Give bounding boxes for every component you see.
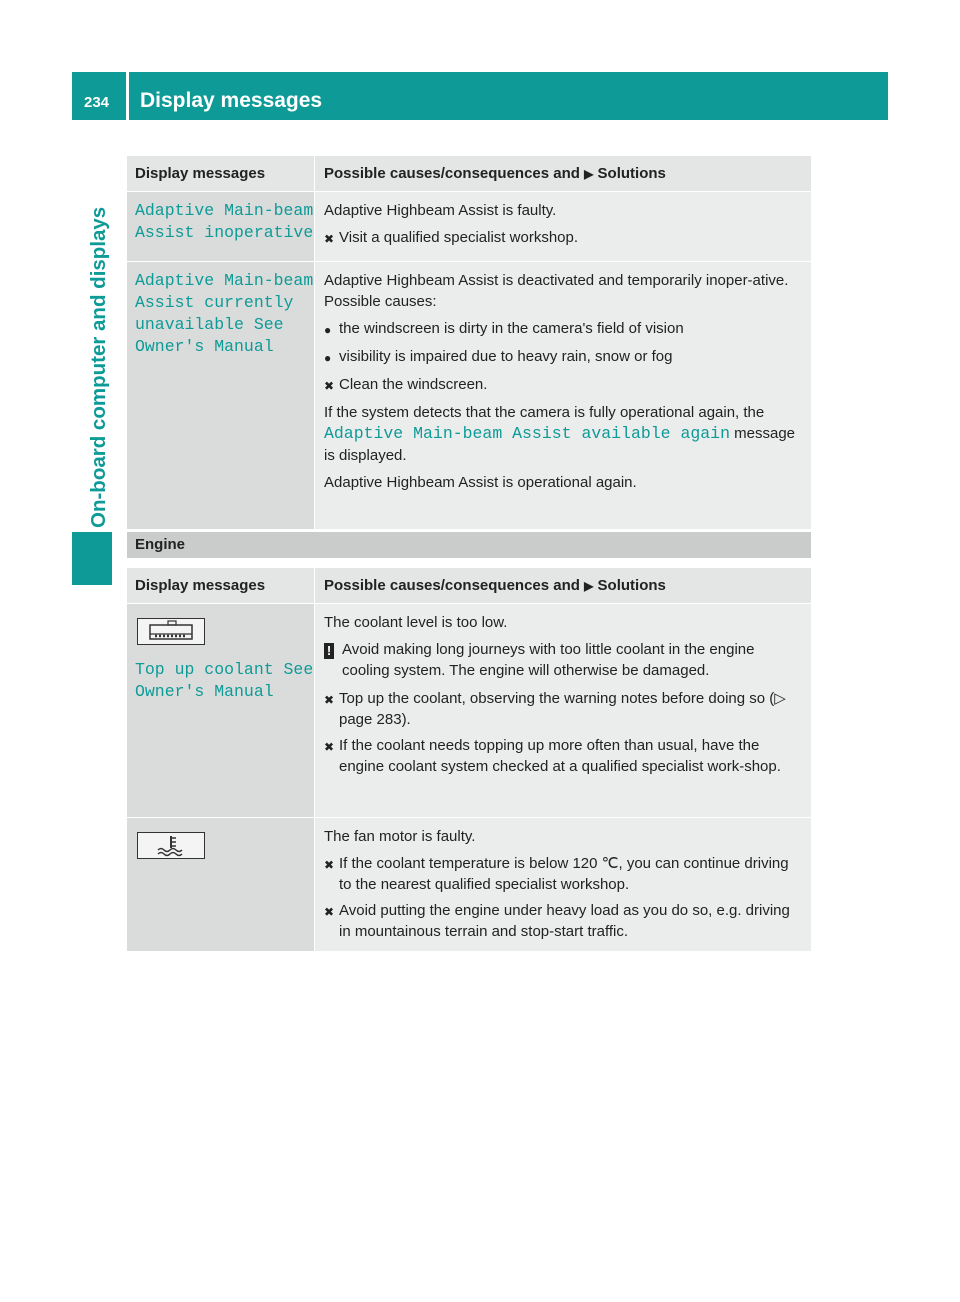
step-arrow-icon: ✖ — [324, 905, 335, 919]
side-chapter-title: On-board computer and displays — [87, 206, 110, 528]
bullet-icon: ● — [324, 323, 332, 337]
col-header-messages: Display messages — [127, 568, 314, 603]
table-row — [127, 261, 811, 529]
message-cell — [127, 262, 314, 529]
causes-cell: Adaptive Highbeam Assist is faulty. ✖ Visit a qualified specialist workshop. — [314, 192, 811, 261]
message-cell — [127, 604, 314, 817]
cause-item: ● visibility is impaired due to heavy rain, snow or fog — [324, 346, 803, 369]
solution-arrow-icon: ▶ — [584, 579, 594, 593]
warning-note: ! Avoid making long journeys with too little coolant in the engine cooling system. The engine will otherwise be damaged. — [324, 639, 803, 681]
table-header-row — [127, 155, 811, 191]
page-title: Display messages — [140, 89, 323, 112]
causes-cell: The coolant level is too low. ! Avoid making long journeys with too little coolant in the engine cooling system. The engine will otherwise be damaged. ✖ Top up the coolant, observing the warning notes before doing so (▷ page 283). ✖ If the coolant needs topping up more often than usual, have the engine coolant system checked at a qualified specialist work-shop. — [314, 604, 811, 817]
inline-display-message: Adaptive Main-beam Assist available again — [324, 424, 730, 443]
solution-step: ✖ If the coolant temperature is below 120 ℃, you can continue driving to the nearest qualified specialist workshop. — [324, 855, 789, 893]
table-row — [127, 817, 811, 951]
solution-step: ✖ Clean the windscreen. — [324, 374, 803, 397]
table-header-row — [127, 567, 811, 603]
step-arrow-icon: ✖ — [324, 379, 335, 393]
bullet-icon: ● — [324, 351, 332, 365]
page-number: 234 — [84, 94, 110, 111]
causes-cell: Adaptive Highbeam Assist is deactivated and temporarily inoper-ative. Possible causes: ● the windscreen is dirty in the camera's field of vision ● visibility is impaired due to heavy rain, snow or fog ✖ Clean the windscreen. If the system detects that the camera is fully operational again, the Adaptive Main-beam Assist available again message is displayed. Adaptive Highbeam Assist is operational again. — [314, 262, 811, 529]
message-cell — [127, 818, 314, 951]
section-heading-bar — [127, 532, 811, 558]
display-message-text: Adaptive Main-beam Assist currently unavailable See Owner's Manual — [135, 271, 314, 356]
step-arrow-icon: ✖ — [324, 740, 335, 754]
solution-step: ✖ If the coolant needs topping up more often than usual, have the engine coolant system checked at a qualified specialist work-shop. — [324, 737, 781, 775]
table-row — [127, 191, 811, 261]
solution-arrow-icon: ▶ — [584, 167, 594, 181]
step-arrow-icon: ✖ — [324, 693, 335, 707]
cause-item: ● the windscreen is dirty in the camera's field of vision — [324, 318, 803, 341]
display-message-text: Adaptive Main-beam Assist inoperative — [135, 201, 314, 242]
section-heading: Engine — [135, 536, 186, 553]
table-row — [127, 603, 811, 817]
step-arrow-icon: ✖ — [324, 232, 335, 246]
display-messages-table-1 — [127, 155, 811, 529]
solution-step: ✖ Avoid putting the engine under heavy load as you do so, e.g. driving in mountainous terrain and stop-start traffic. — [324, 902, 790, 940]
display-message-text: Top up coolant See Owner's Manual — [135, 660, 314, 701]
col-header-causes: Possible causes/consequences and ▶ Solutions — [314, 568, 811, 603]
side-accent-block — [72, 532, 112, 585]
coolant-temperature-icon — [137, 832, 205, 859]
causes-cell: The fan motor is faulty. ✖ If the coolant temperature is below 120 ℃, you can continue driving to the nearest qualified specialist workshop. ✖ Avoid putting the engine under heavy load as you do so, e.g. driving in mountainous terrain and stop-start traffic. — [314, 818, 811, 951]
message-cell — [127, 192, 314, 261]
warning-icon: ! — [324, 643, 334, 659]
step-arrow-icon: ✖ — [324, 858, 335, 872]
solution-step: ✖ Top up the coolant, observing the warning notes before doing so (▷ page 283). — [324, 690, 786, 728]
solution-step: ✖ Visit a qualified specialist workshop. — [324, 227, 803, 250]
col-header-causes: Possible causes/consequences and ▶ Solutions — [314, 156, 811, 191]
coolant-reservoir-icon — [137, 618, 205, 645]
header-divider — [126, 72, 129, 120]
display-messages-table-2 — [127, 567, 811, 951]
col-header-messages: Display messages — [127, 156, 314, 191]
